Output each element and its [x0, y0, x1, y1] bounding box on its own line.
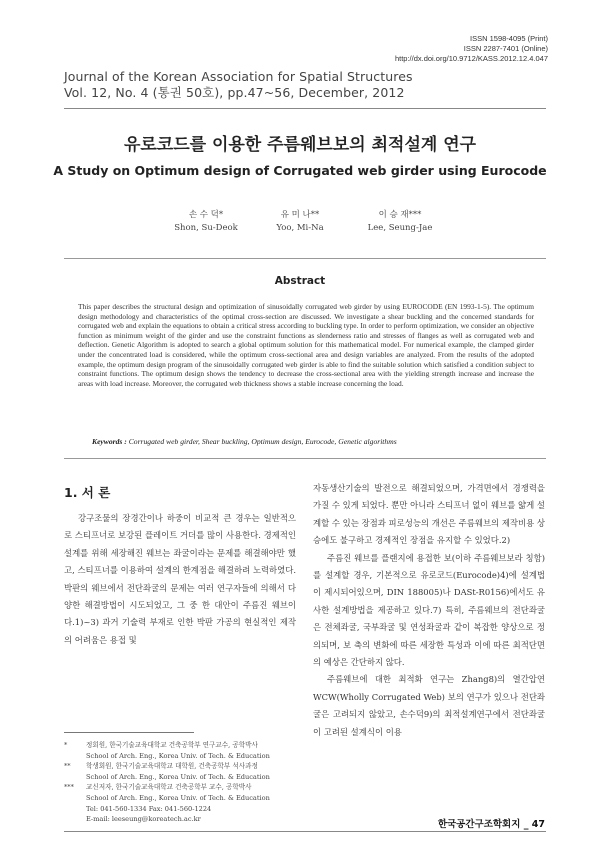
body-paragraph: 주름진 웨브를 플랜지에 용접한 보(이하 주름웨브보라 칭함)를 설계할 경우, 기본적으로 유로코드(Eurocode)4)에 설계법이 제시되어있으며, DIN 188005)나 DASt-R0156)에서도 유사한 설계방법을 제공하고 있다.7) 특히, 주름웨브의 전단좌굴은 전체좌굴, 국부좌굴 및 연성좌굴과 같이 복잡한 양상으로 정의되며, 보 축의 변화에 따른 세장한 특성과 이에 따른 최적단면의 예상은 간단하지 않다.	[313, 552, 545, 668]
abstract-text: This paper describes the structural design and optimization of sinusoidally corrugated web girder by using EUROCODE (EN 1993-1-5). The optimum design methodology and characteristics of the optimal cross-section are discussed. We investigate a shear buckling and the concerned standards for corrugated web and explain the equations to obtain a critical stress according to buckling type. In order to perform optimization, we consider an objective function as minimum weight of the girder and use the constraint functions as slenderness ratio and stresses of flanges as well as corrugated web and deflection. Genetic Algorithm is adopted to search a global optimum solution for this mathematical model. For numerical example, the clamped girder under the concentrated load is considered, while the optimum cross-sectional area and design variables are analyzed. From the results of the adopted example, the optimum design program of the sinusoidally corrugated web girder is able to find the suitable solution which satisfied a condition subject to constraint functions. The optimum design shows the tendency to decrease the cross-sectional area with the yielding strength increase and increase the areas with load increase. Moreover, the corrugated web thickness shows a stable increase concerning the load.	[78, 302, 534, 388]
journal-issue: Vol. 12, No. 4 (통권 50호), pp.47~56, December, 2012	[64, 85, 405, 100]
body-paragraph: 자동생산기술의 발전으로 해결되었으며, 가격면에서 경쟁력을 가질 수 있게 되었다. 뿐만 아니라 스티프너 없이 웨브를 얇게 설계할 수 있는 장점과 피로성능의 개선은 주름웨브의 제작비용 상승에도 불구하고 경제적인 장점을 유지할 수 있었다.2)	[313, 483, 545, 546]
header-divider	[64, 108, 546, 109]
doi-link[interactable]: http://dx.doi.org/10.9712/KASS.2012.12.4.047	[394, 54, 548, 63]
author-name-en: Shon, Su-Deok	[174, 223, 238, 233]
body-column-right	[313, 480, 545, 741]
footnote-text: 학생회원, 한국기술교육대학교 대학원, 건축공학부 석사과정	[86, 762, 258, 771]
footer-divider	[64, 831, 546, 832]
keywords-label: Keywords :	[92, 437, 127, 446]
footnote-text: School of Arch. Eng., Korea Univ. of Tech. & Education	[86, 772, 270, 781]
footnote-mark: **	[64, 762, 71, 771]
footnote-text: 교신저자, 한국기술교육대학교 건축공학부 교수, 공학박사	[86, 783, 252, 792]
author-name-en: Lee, Seung-Jae	[367, 223, 433, 233]
author-name-en: Yoo, Mi-Na	[276, 223, 324, 233]
keywords-line	[92, 437, 532, 446]
author-name-ko: 이 승 재***	[378, 210, 422, 220]
paper-title-english: A Study on Optimum design of Corrugated web girder using Eurocode	[53, 163, 547, 178]
paper-title-korean: 유로코드를 이용한 주름웨브보의 최적설계 연구	[123, 135, 477, 155]
body-column-left	[64, 510, 296, 649]
footnote-email[interactable]: E-mail: leeseung@koreatech.ac.kr	[86, 815, 201, 824]
footnote-divider	[64, 732, 194, 733]
page-footer: 한국공간구조학회지 _ 47	[437, 819, 545, 830]
footnote-mark: *	[64, 741, 68, 749]
section-heading: 1. 서 론	[64, 485, 111, 500]
issn-print: ISSN 1598-4095 (Print)	[470, 34, 548, 43]
footnote-3	[64, 782, 304, 793]
footnote-text: School of Arch. Eng., Korea Univ. of Tech. & Education	[86, 793, 270, 802]
author-name-ko: 손 수 덕*	[188, 210, 224, 220]
author-3	[330, 209, 470, 235]
issn-block	[395, 34, 548, 64]
footnote-text: 정회원, 한국기술교육대학교 건축공학부 연구교수, 공학박사	[86, 741, 258, 749]
footnote-mark: ***	[64, 783, 74, 792]
footnote-contact: Tel: 041-560-1334 Fax: 041-560-1224	[86, 804, 212, 813]
abstract-divider	[64, 258, 546, 259]
footnotes	[64, 740, 304, 825]
journal-name: Journal of the Korean Association for Spatial Structures	[64, 69, 413, 84]
journal-header	[64, 69, 413, 101]
footnote-2	[64, 761, 304, 772]
footnote-text: School of Arch. Eng., Korea Univ. of Tech. & Education	[86, 751, 270, 760]
keywords-list: Corrugated web girder, Shear buckling, Optimum design, Eurocode, Genetic algorithms	[128, 437, 397, 446]
issn-online: ISSN 2287-7401 (Online)	[463, 44, 548, 53]
body-paragraph: 강구조물의 장경간이나 하중이 비교적 큰 경우는 일반적으로 스티프너로 보강된 플레이트 거더를 많이 사용한다. 경제적인 설계를 위해 세장해진 웨브는 좌굴이라는 문제를 해결해야만 했고, 스티프너를 이용하여 설계의 한계점을 해결하려 노력하였다. 박판의 웨브에서 전단좌굴의 문제는 여러 연구자들에 의해서 다양한 해결방법이 시도되었고, 그 중 한 대안이 주름진 웨브이다.1)~3) 과거 기술력 부재로 인한 박판 가공의 현실적인 제작의 어려움은 용접 및	[64, 513, 296, 645]
author-name-ko: 유 미 나**	[280, 210, 320, 220]
keywords-divider	[64, 458, 546, 459]
body-paragraph: 주름웨브에 대한 최적화 연구는 Zhang8)의 열간압연 WCW(Wholly Corrugated Web) 보의 연구가 있으나 전단좌굴은 고려되지 않았고, 손수덕9)의 최적설계연구에서 전단좌굴이 고려된 설계식이 이용	[313, 674, 545, 737]
abstract-heading: Abstract	[274, 275, 326, 287]
footnote-1	[64, 740, 304, 751]
